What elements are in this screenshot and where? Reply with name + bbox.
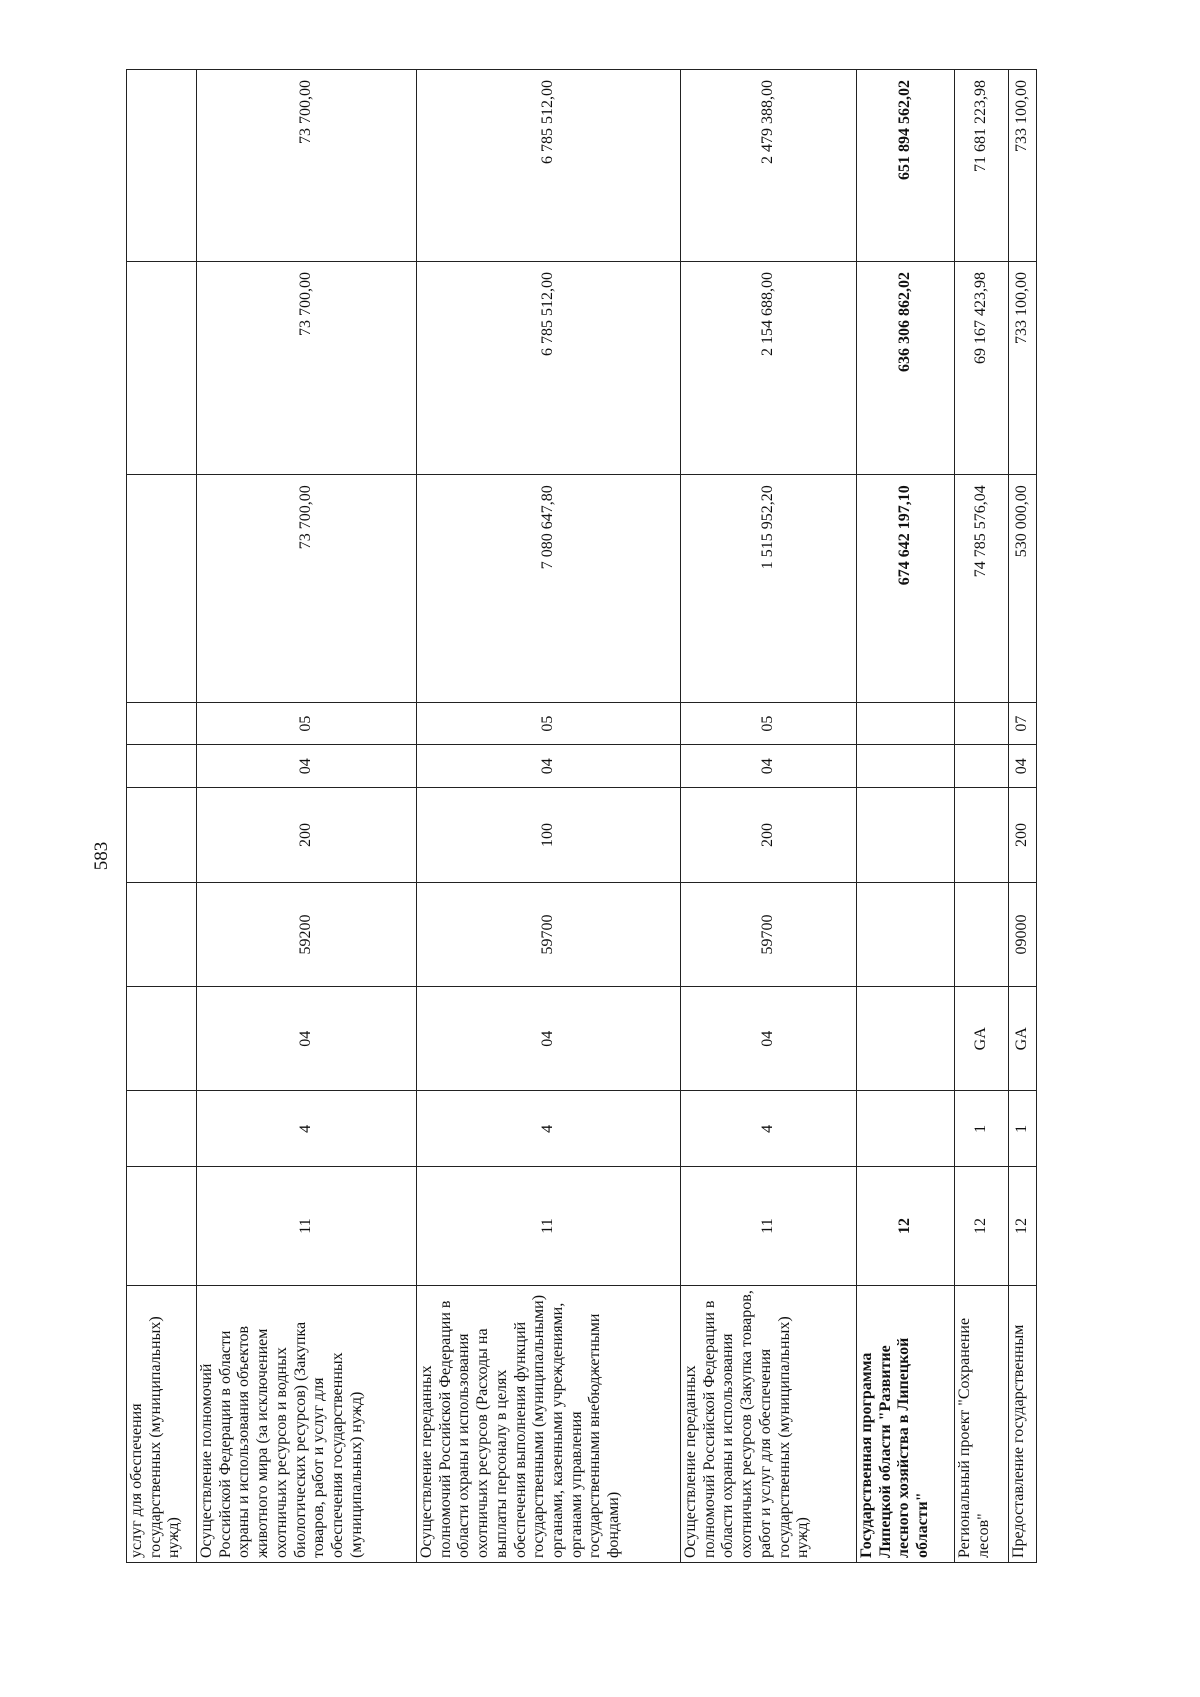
- cell-c6: 04: [681, 745, 857, 788]
- cell-c7: 05: [681, 702, 857, 745]
- cell-c6: [127, 745, 197, 788]
- cell-c2: 4: [681, 1091, 857, 1167]
- page-number: 583: [91, 841, 112, 871]
- budget-table-container: [126, 69, 1031, 1563]
- cell-amount-1: 74 785 576,04: [955, 475, 1009, 703]
- row-name: Осуществление полномочий Российской Федерации в области охраны и использования объектов животного мира (за исключением охотничьих ресурсов и водных биологических ресурсов) (Закупка товаров, работ и услуг для обеспечения государственных (муниципальных) нужд): [197, 1285, 417, 1562]
- cell-c4: 59200: [197, 882, 417, 986]
- cell-code: 12: [857, 1167, 955, 1285]
- cell-c5: 100: [417, 788, 681, 883]
- cell-amount-1: 1 515 952,20: [681, 475, 857, 703]
- cell-amount-2: 69 167 423,98: [955, 262, 1009, 475]
- cell-code: 11: [417, 1167, 681, 1285]
- cell-c4: 59700: [417, 882, 681, 986]
- cell-amount-1: [127, 475, 197, 703]
- cell-amount-3: 6 785 512,00: [417, 70, 681, 262]
- row-name: Региональный проект "Сохранение лесов": [955, 1285, 1009, 1562]
- cell-amount-2: 2 154 688,00: [681, 262, 857, 475]
- budget-table: [126, 69, 1037, 1563]
- cell-c6: [955, 745, 1009, 788]
- cell-c5: 200: [681, 788, 857, 883]
- cell-c3: 04: [681, 987, 857, 1091]
- cell-amount-2: 73 700,00: [197, 262, 417, 475]
- cell-c5: 200: [197, 788, 417, 883]
- cell-c7: [955, 702, 1009, 745]
- cell-c2: 1: [1009, 1091, 1037, 1167]
- cell-c7: 07: [1009, 702, 1037, 745]
- cell-c5: 200: [1009, 788, 1037, 883]
- cell-c7: 05: [197, 702, 417, 745]
- cell-code: 11: [681, 1167, 857, 1285]
- table-row: [417, 70, 681, 1563]
- cell-c2: 1: [955, 1091, 1009, 1167]
- cell-c2: 4: [417, 1091, 681, 1167]
- cell-c3: [857, 987, 955, 1091]
- cell-c6: 04: [197, 745, 417, 788]
- cell-c3: [127, 987, 197, 1091]
- row-name: Государственная программа Липецкой области "Развитие лесного хозяйства в Липецкой области": [857, 1285, 955, 1562]
- cell-c3: 04: [417, 987, 681, 1091]
- cell-c2: [857, 1091, 955, 1167]
- table-row: [681, 70, 857, 1563]
- table-row: [1009, 70, 1037, 1563]
- cell-amount-2: 6 785 512,00: [417, 262, 681, 475]
- cell-amount-3: 2 479 388,00: [681, 70, 857, 262]
- row-name: Осуществление переданных полномочий Российской Федерации в области охраны и использования охотничьих ресурсов (Закупка товаров, работ и услуг для обеспечения государственных (муниципальных) нужд): [681, 1285, 857, 1562]
- cell-c6: 04: [1009, 745, 1037, 788]
- cell-c3: GA: [1009, 987, 1037, 1091]
- table-row: [197, 70, 417, 1563]
- cell-code: 12: [1009, 1167, 1037, 1285]
- row-name: услуг для обеспечения государственных (муниципальных) нужд): [127, 1285, 197, 1562]
- cell-amount-3: 651 894 562,02: [857, 70, 955, 262]
- cell-amount-3: 73 700,00: [197, 70, 417, 262]
- cell-amount-3: [127, 70, 197, 262]
- cell-c6: [857, 745, 955, 788]
- cell-c5: [127, 788, 197, 883]
- cell-c6: 04: [417, 745, 681, 788]
- cell-amount-2: 733 100,00: [1009, 262, 1037, 475]
- cell-c2: 4: [197, 1091, 417, 1167]
- cell-c4: [955, 882, 1009, 986]
- cell-amount-1: 530 000,00: [1009, 475, 1037, 703]
- cell-amount-2: [127, 262, 197, 475]
- table-row: [955, 70, 1009, 1563]
- table-row: [127, 70, 197, 1563]
- cell-c5: [955, 788, 1009, 883]
- cell-amount-3: 733 100,00: [1009, 70, 1037, 262]
- table-row: [857, 70, 955, 1563]
- cell-c4: 09000: [1009, 882, 1037, 986]
- cell-c4: 59700: [681, 882, 857, 986]
- cell-code: 11: [197, 1167, 417, 1285]
- cell-amount-1: 73 700,00: [197, 475, 417, 703]
- cell-c3: GA: [955, 987, 1009, 1091]
- cell-code: [127, 1167, 197, 1285]
- row-name: Предоставление государственным: [1009, 1285, 1037, 1562]
- cell-c3: 04: [197, 987, 417, 1091]
- cell-c4: [857, 882, 955, 986]
- cell-amount-2: 636 306 862,02: [857, 262, 955, 475]
- cell-c7: [857, 702, 955, 745]
- cell-c2: [127, 1091, 197, 1167]
- cell-amount-1: 674 642 197,10: [857, 475, 955, 703]
- row-name: Осуществление переданных полномочий Российской Федерации в области охраны и использования охотничьих ресурсов (Расходы на выплаты персоналу в целях обеспечения выполнения функций государственными (муниципальными) органами, казенными учреждениями, органами управления государственными внебюджетными фондами): [417, 1285, 681, 1562]
- cell-code: 12: [955, 1167, 1009, 1285]
- cell-c5: [857, 788, 955, 883]
- cell-amount-3: 71 681 223,98: [955, 70, 1009, 262]
- cell-c4: [127, 882, 197, 986]
- cell-c7: [127, 702, 197, 745]
- cell-amount-1: 7 080 647,80: [417, 475, 681, 703]
- cell-c7: 05: [417, 702, 681, 745]
